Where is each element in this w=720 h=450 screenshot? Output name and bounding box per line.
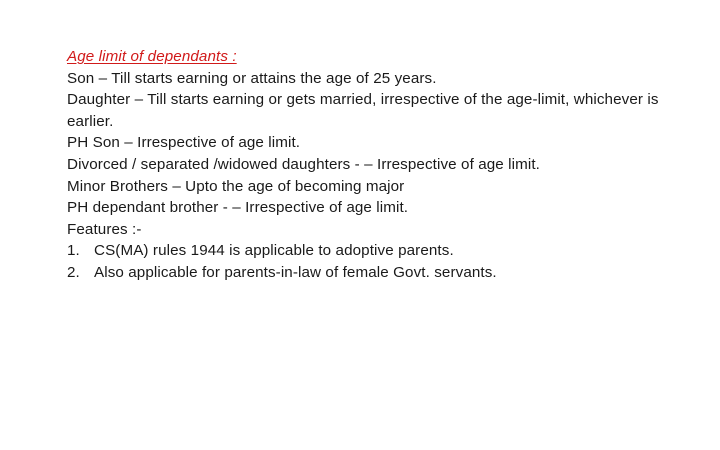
line-son: Son – Till starts earning or attains the age of 25 years. [67, 69, 437, 87]
list-item [67, 262, 707, 284]
list-number: 2. [67, 263, 80, 281]
line-ph-brother: PH dependant brother - – Irrespective of age limit. [67, 199, 409, 217]
text-body [67, 46, 707, 284]
list-number: 1. [67, 242, 80, 260]
heading: Age limit of dependants : [67, 48, 237, 65]
line-features: Features :- [67, 220, 142, 238]
list-text: Also applicable for parents-in-law of female Govt. servants. [94, 263, 497, 281]
list-item [67, 240, 707, 262]
line-divorced: Divorced / separated /widowed daughters - – Irrespective of age limit. [67, 155, 540, 173]
line-ph-son: PH Son – Irrespective of age limit. [67, 134, 301, 152]
line-daughter: Daughter – Till starts earning or gets married, irrespective of the age-limit, whichever is earlier. [67, 91, 659, 130]
list-text: CS(MA) rules 1944 is applicable to adoptive parents. [94, 242, 454, 260]
line-minor-brothers: Minor Brothers – Upto the age of becoming major [67, 177, 405, 195]
